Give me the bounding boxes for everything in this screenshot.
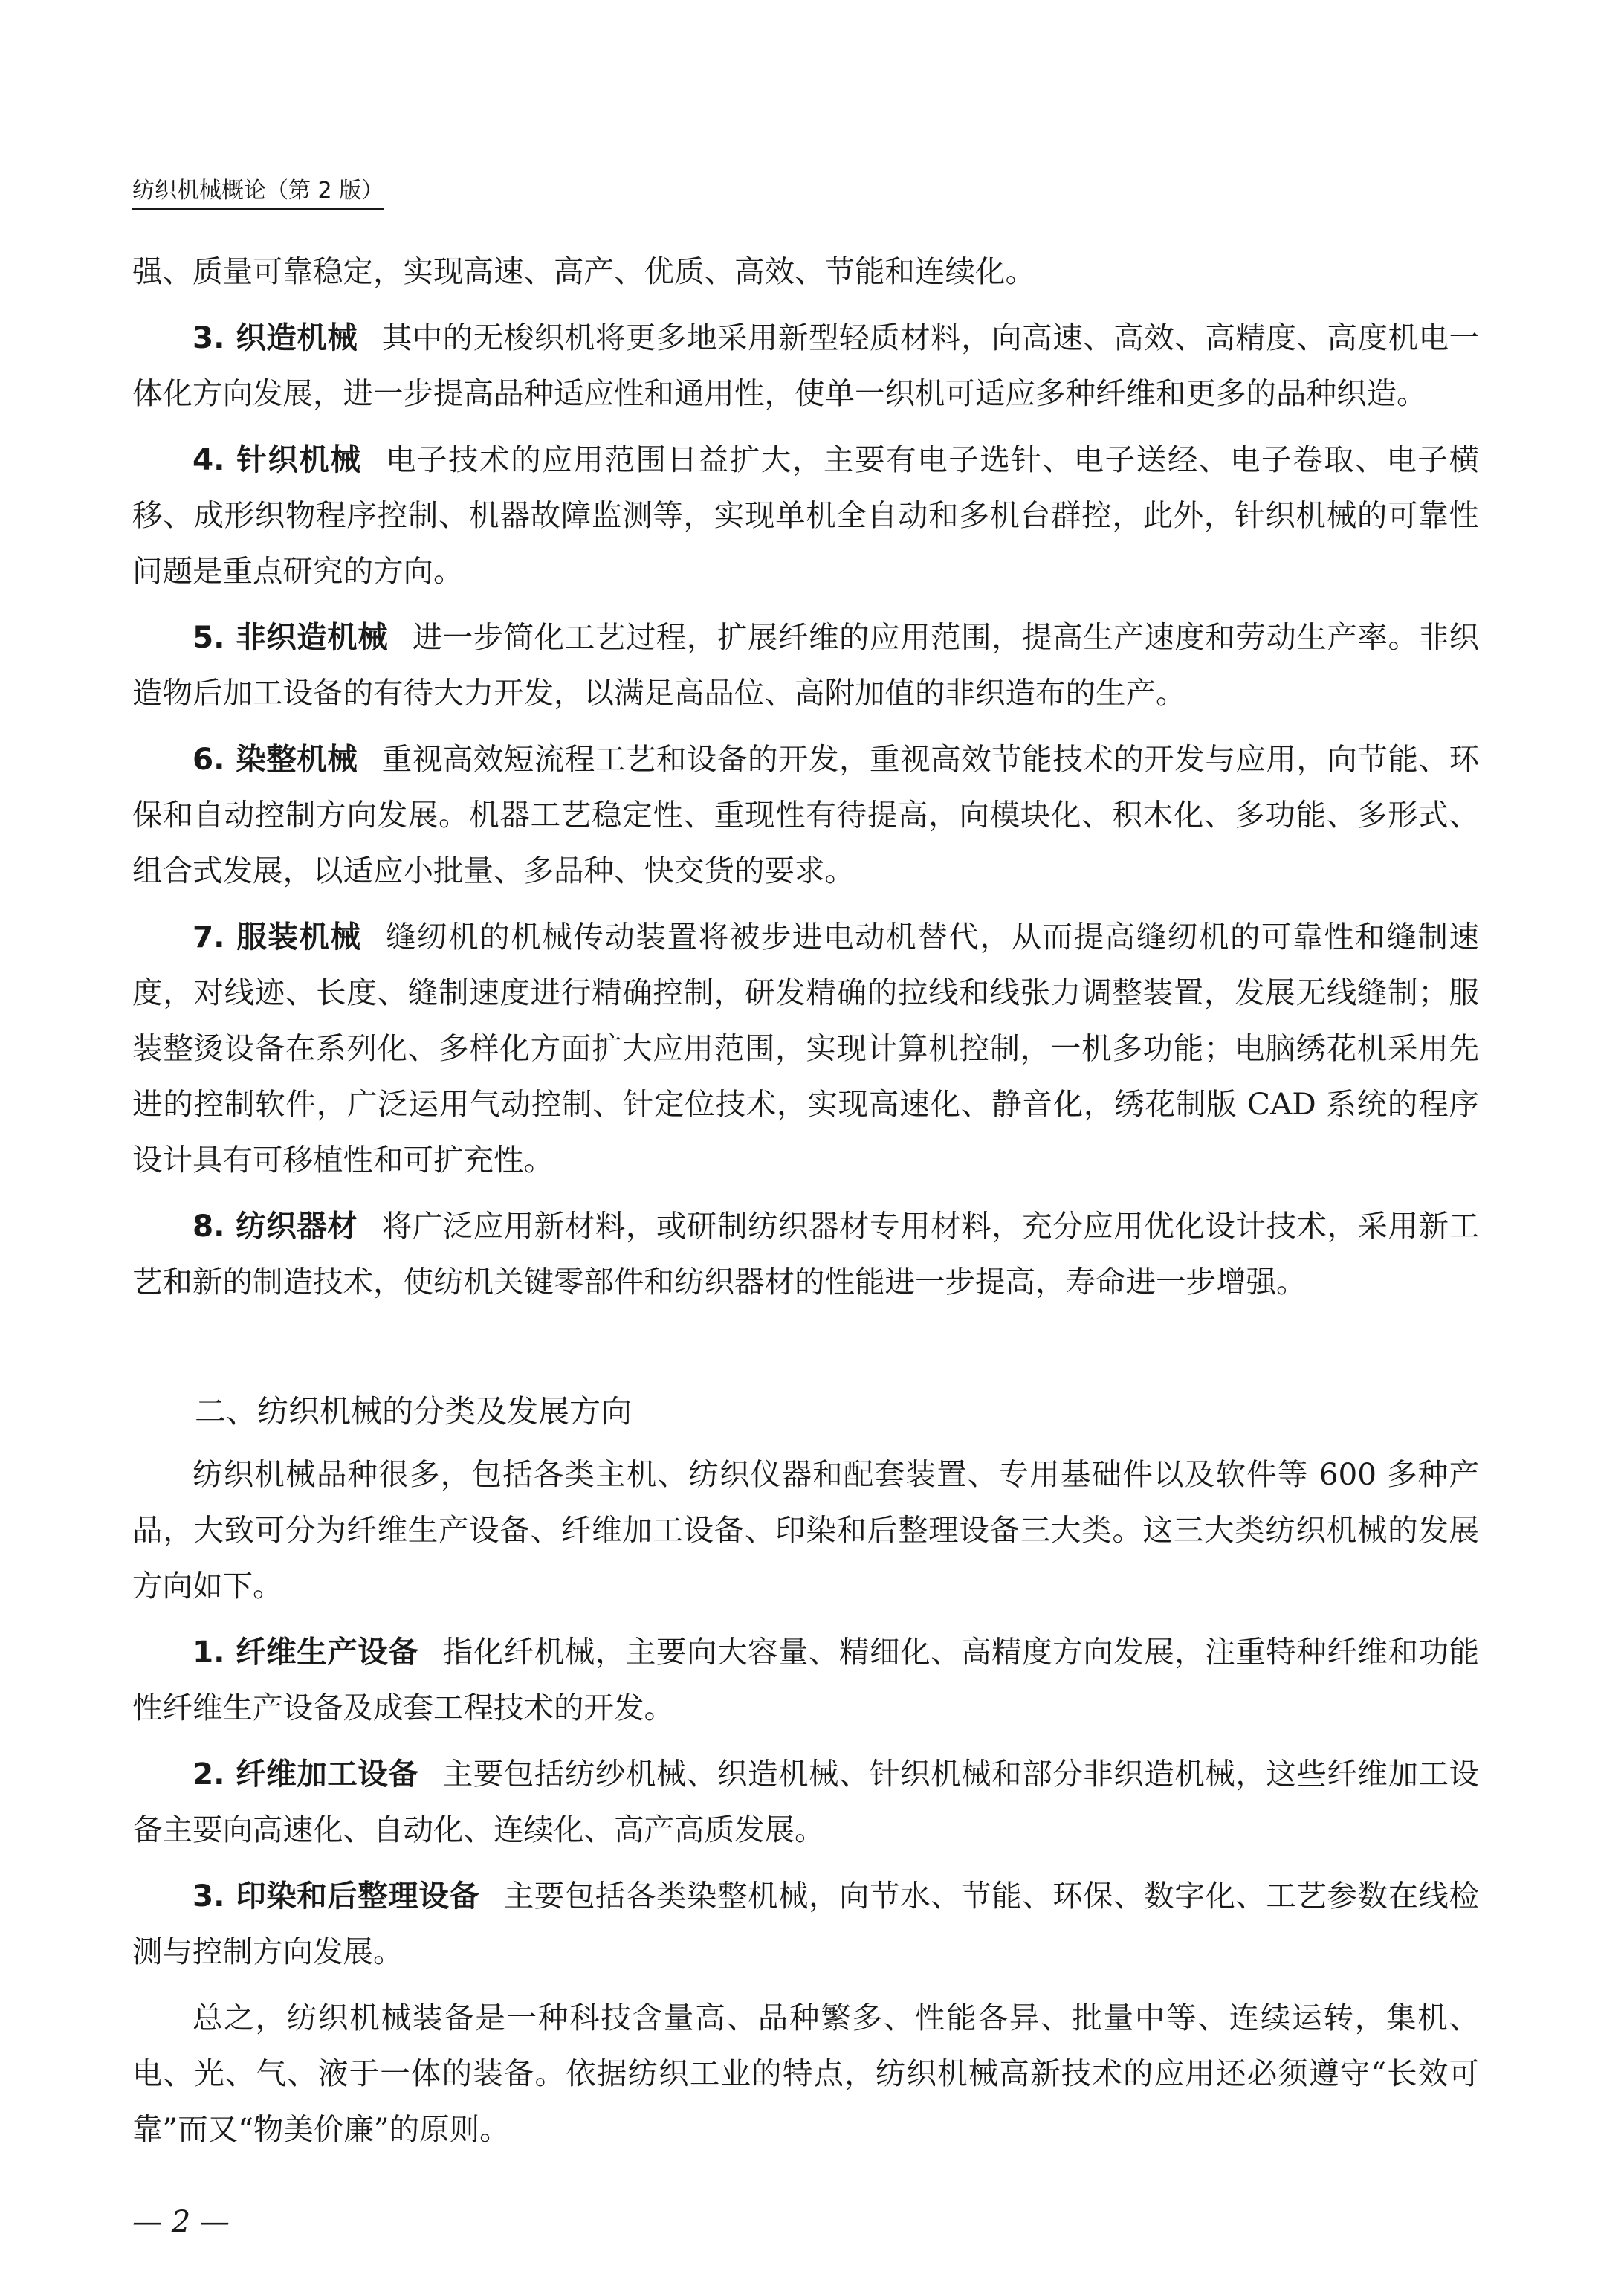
item-label: 5. 非织造机械	[193, 619, 389, 655]
item-label: 1. 纤维生产设备	[193, 1634, 419, 1670]
section-heading: 二、纺织机械的分类及发展方向	[195, 1393, 633, 1430]
item-label: 4. 针织机械	[193, 442, 362, 477]
item-text: 进一步简化工艺过程，扩展纤维的应用范围，提高生产速度和劳动生产率。非织造物后加工设备的有待大力开发，以满足高品位、高附加值的非织造布的生产。	[132, 619, 1479, 711]
item-label: 8. 纺织器材	[193, 1208, 358, 1244]
item-text: 主要包括纺纱机械、织造机械、针织机械和部分非织造机械，这些纤维加工设备主要向高速化、自动化、连续化、高产高质发展。	[132, 1756, 1480, 1847]
running-header: 纺织机械概论（第 2 版）	[132, 175, 384, 210]
list-item-nonwoven-machinery	[132, 610, 1479, 721]
list-item-textile-equipment	[132, 1198, 1479, 1310]
intro-continuation: 强、质量可靠稳定，实现高速、高产、优质、高效、节能和连续化。	[132, 254, 1035, 289]
item-text: 其中的无梭织机将更多地采用新型轻质材料，向高速、高效、高精度、高度机电一体化方向发展，进一步提高品种适应性和通用性，使单一织机可适应多种纤维和更多的品种织造。	[132, 320, 1480, 411]
page-body	[132, 244, 1479, 2168]
section-intro: 纺织机械品种很多，包括各类主机、纺织仪器和配套装置、专用基础件以及软件等 600 多种产品，大致可分为纤维生产设备、纤维加工设备、印染和后整理设备三大类。这三大类纺织机械的发展方向如下。	[132, 1456, 1479, 1604]
item-text: 重视高效短流程工艺和设备的开发，重视高效节能技术的开发与应用，向节能、环保和自动控制方向发展。机器工艺稳定性、重现性有待提高，向模块化、积木化、多功能、多形式、组合式发展，以适应小批量、多品种、快交货的要求。	[132, 741, 1480, 888]
list-item-dyeing-machinery	[132, 732, 1479, 899]
list-item-fiber-processing	[132, 1746, 1479, 1858]
item-text: 缝纫机的机械传动装置将被步进电动机替代，从而提高缝纫机的可靠性和缝制速度，对线迹、长度、缝制速度进行精确控制，研发精确的拉线和线张力调整装置，发展无线缝制；服装整烫设备在系列化、多样化方面扩大应用范围，实现计算机控制，一机多功能；电脑绣花机采用先进的控制软件，广泛运用气动控制、针定位技术，实现高速化、静音化，绣花制版 CAD 系统的程序设计具有可移植性和可扩充性。	[132, 919, 1479, 1178]
item-text: 将广泛应用新材料，或研制纺织器材专用材料，充分应用优化设计技术，采用新工艺和新的制造技术，使纺机关键零部件和纺织器材的性能进一步提高，寿命进一步增强。	[132, 1208, 1480, 1299]
conclusion-paragraph: 总之，纺织机械装备是一种科技含量高、品种繁多、性能各异、批量中等、连续运转，集机、电、光、气、液于一体的装备。依据纺织工业的特点，纺织机械高新技术的应用还必须遵守“长效可靠”而又“物美价廉”的原则。	[132, 2000, 1479, 2147]
list-item-knitting-machinery	[132, 432, 1479, 599]
list-item-printing-finishing	[132, 1868, 1479, 1980]
item-text: 电子技术的应用范围日益扩大，主要有电子选针、电子送经、电子卷取、电子横移、成形织物程序控制、机器故障监测等，实现单机全自动和多机台群控，此外，针织机械的可靠性问题是重点研究的方向。	[132, 442, 1479, 589]
item-label: 3. 织造机械	[193, 320, 358, 355]
item-label: 7. 服装机械	[193, 919, 362, 955]
item-label: 6. 染整机械	[193, 741, 358, 777]
list-item-garment-machinery	[132, 909, 1479, 1188]
list-item-weaving-machinery	[132, 310, 1479, 422]
item-text: 主要包括各类染整机械，向节水、节能、环保、数字化、工艺参数在线检测与控制方向发展。	[132, 1878, 1480, 1969]
page-number: — 2 —	[132, 2205, 230, 2239]
item-label: 3. 印染和后整理设备	[193, 1878, 480, 1914]
list-item-fiber-production	[132, 1624, 1479, 1736]
item-text: 指化纤机械，主要向大容量、精细化、高精度方向发展，注重特种纤维和功能性纤维生产设备及成套工程技术的开发。	[132, 1634, 1480, 1725]
item-label: 2. 纤维加工设备	[193, 1756, 419, 1792]
